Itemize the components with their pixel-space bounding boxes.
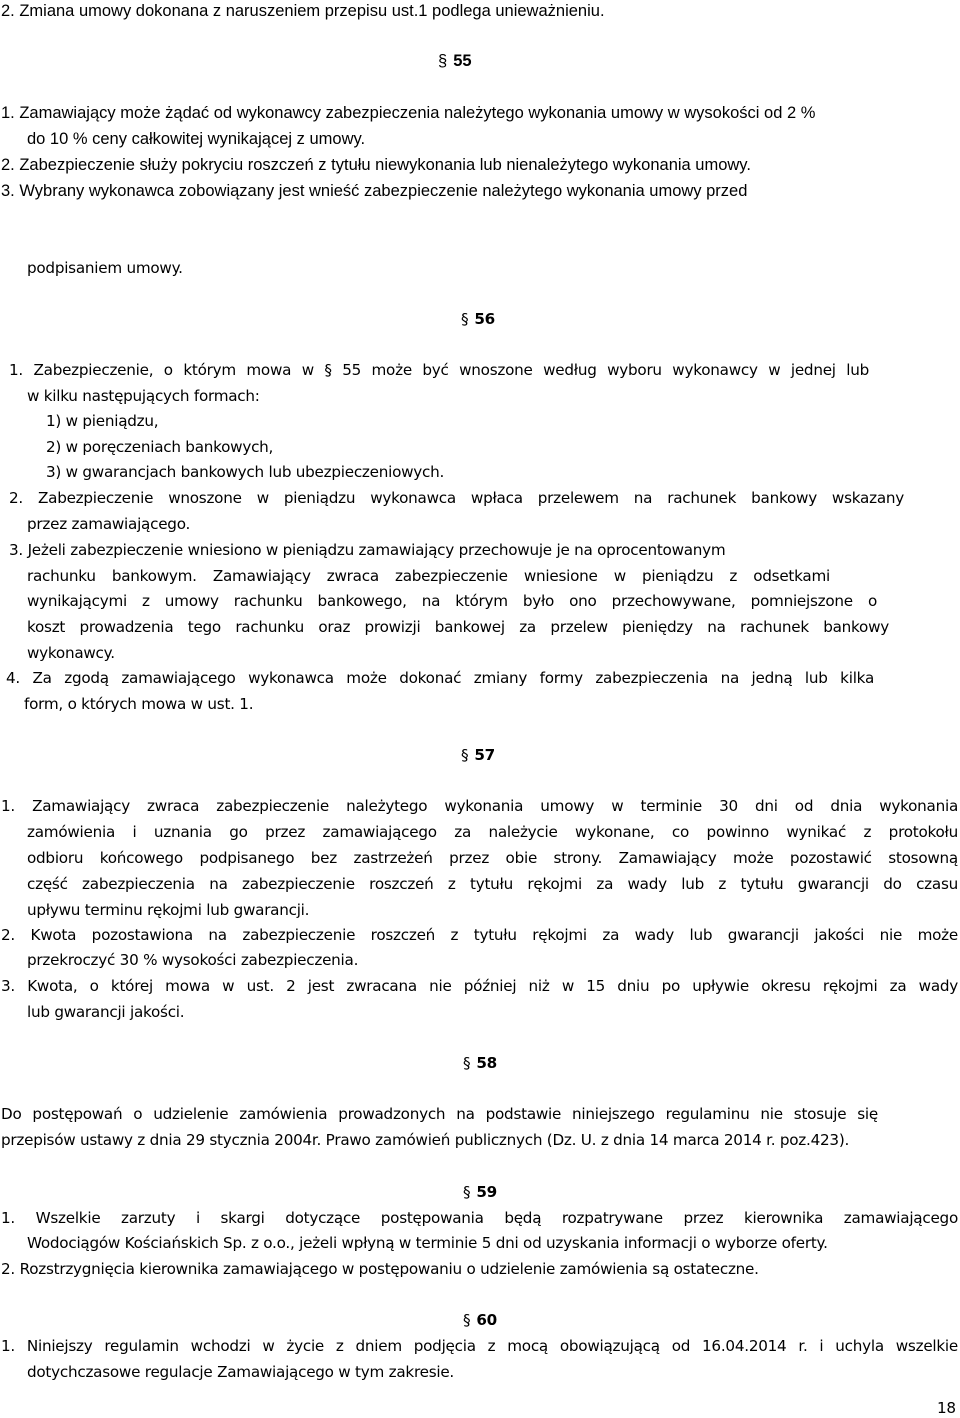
paragraph-56-1-line1: 1. Zabezpieczenie, o którym mowa w § 55 może być wnoszone według wyboru wykonawcy w jednej lub (9, 361, 869, 379)
paragraph-59-1-line2: Wodociągów Kościańskich Sp. z o.o., jeżeli wpłyną w terminie 5 dni od uzyskania informacji o wyborze oferty. (27, 1234, 828, 1252)
paragraph-58-line2: przepisów ustawy z dnia 29 stycznia 2004r. Prawo zamówień publicznych (Dz. U. z dnia 14 marca 2014 r. poz.423). (1, 1131, 850, 1149)
section-number: 60 (476, 1311, 497, 1329)
paragraph-55-2: 2. Zabezpieczenie służy pokryciu roszczeń z tytułu niewykonania lub nienależytego wykonania umowy. (1, 156, 751, 174)
paragraph-56-2-line1: 2. Zabezpieczenie wnoszone w pieniądzu wykonawca wpłaca przelewem na rachunek bankowy wskazany (9, 489, 904, 507)
section-heading-60 (463, 1310, 497, 1330)
section-symbol: § (461, 310, 469, 328)
paragraph-55-3-line2: podpisaniem umowy. (27, 259, 183, 277)
paragraph-59-1-line1: 1. Wszelkie zarzuty i skargi dotyczące postępowania będą rozpatrywane przez kierownika zamawiającego (1, 1209, 958, 1227)
paragraph-60-1-line2: dotychczasowe regulacje Zamawiającego w tym zakresie. (27, 1363, 455, 1381)
paragraph-57-1-line3: odbioru końcowego podpisanego bez zastrzeżeń przez obie strony. Zamawiający może pozostawić stosowną (27, 849, 958, 867)
paragraph-58-line1: Do postępowań o udzielenie zamówienia prowadzonych na podstawie niniejszego regulaminu nie stosuje się (1, 1105, 878, 1123)
section-heading-57 (461, 745, 495, 765)
paragraph-54-2: 2. Zmiana umowy dokonana z naruszeniem przepisu ust.1 podlega unieważnieniu. (1, 2, 605, 20)
paragraph-56-3-line4: koszt prowadzenia tego rachunku oraz prowizji bankowej za przelew pieniędzy na rachunek bankowy (27, 618, 889, 636)
paragraph-57-2-line2: przekroczyć 30 % wysokości zabezpieczenia. (27, 951, 359, 969)
paragraph-57-3-line2: lub gwarancji jakości. (27, 1003, 185, 1021)
section-number: 56 (474, 310, 495, 328)
paragraph-57-1-line4: część zabezpieczenia na zabezpieczenie roszczeń z tytułu rękojmi za wady lub z tytułu gwarancji do czasu (27, 875, 958, 893)
section-heading-55 (438, 51, 472, 71)
section-number: 57 (474, 746, 495, 764)
section-heading-56 (461, 309, 495, 329)
form-item-2: 2) w poręczeniach bankowych, (46, 438, 274, 456)
paragraph-56-3-line1: 3. Jeżeli zabezpieczenie wniesiono w pieniądzu zamawiający przechowuje je na oprocentowanym (9, 541, 726, 559)
form-item-3: 3) w gwarancjach bankowych lub ubezpieczeniowych. (46, 463, 445, 481)
paragraph-56-3-line3: wynikającymi z umowy rachunku bankowego, na którym było ono przechowywane, pomniejszone o (27, 592, 877, 610)
form-item-1: 1) w pieniądzu, (46, 412, 159, 430)
paragraph-56-1-line2: w kilku następujących formach: (27, 387, 260, 405)
paragraph-55-1-line2: do 10 % ceny całkowitej wynikającej z umowy. (27, 130, 366, 148)
section-symbol: § (461, 746, 469, 764)
paragraph-56-2-line2: przez zamawiającego. (27, 515, 191, 533)
page-number: 18 (937, 1399, 956, 1417)
paragraph-57-3-line1: 3. Kwota, o której mowa w ust. 2 jest zwracana nie później niż w 15 dniu po upływie okresu rękojmi za wady (1, 977, 958, 995)
paragraph-60-1-line1: 1. Niniejszy regulamin wchodzi w życie z dniem podjęcia z mocą obowiązującą od 16.04.2014 r. i uchyla wszelkie (1, 1337, 958, 1355)
section-symbol: § (463, 1183, 471, 1201)
section-symbol: § (463, 1311, 471, 1329)
section-symbol: § (438, 52, 448, 70)
paragraph-56-4-line2: form, o których mowa w ust. 1. (24, 695, 254, 713)
section-symbol: § (463, 1054, 471, 1072)
section-number: 58 (476, 1054, 497, 1072)
paragraph-55-3-line1: 3. Wybrany wykonawca zobowiązany jest wnieść zabezpieczenie należytego wykonania umowy przed (1, 182, 748, 200)
section-heading-58 (463, 1053, 497, 1073)
paragraph-55-1-line1: 1. Zamawiający może żądać od wykonawcy zabezpieczenia należytego wykonania umowy w wysokości od 2 % (1, 104, 816, 122)
paragraph-57-2-line1: 2. Kwota pozostawiona na zabezpieczenie roszczeń z tytułu rękojmi za wady lub gwarancji jakości nie może (1, 926, 958, 944)
paragraph-57-1-line2: zamówienia i uznania go przez zamawiającego za należycie wykonane, co powinno wynikać z protokołu (27, 823, 958, 841)
section-heading-59 (463, 1182, 497, 1202)
paragraph-56-3-line2: rachunku bankowym. Zamawiający zwraca zabezpieczenie wniesione w pieniądzu z odsetkami (27, 567, 830, 585)
section-number: 59 (476, 1183, 497, 1201)
paragraph-57-1-line1: 1. Zamawiający zwraca zabezpieczenie należytego wykonania umowy w terminie 30 dni od dnia wykonania (1, 797, 958, 815)
paragraph-57-1-line5: upływu terminu rękojmi lub gwarancji. (27, 901, 310, 919)
paragraph-56-3-line5: wykonawcy. (27, 644, 115, 662)
paragraph-56-4-line1: 4. Za zgodą zamawiającego wykonawca może dokonać zmiany formy zabezpieczenia na jedną lub kilka (6, 669, 874, 687)
paragraph-59-2: 2. Rozstrzygnięcia kierownika zamawiającego w postępowaniu o udzielenie zamówienia są ostateczne. (1, 1260, 759, 1278)
section-number: 55 (453, 52, 472, 70)
